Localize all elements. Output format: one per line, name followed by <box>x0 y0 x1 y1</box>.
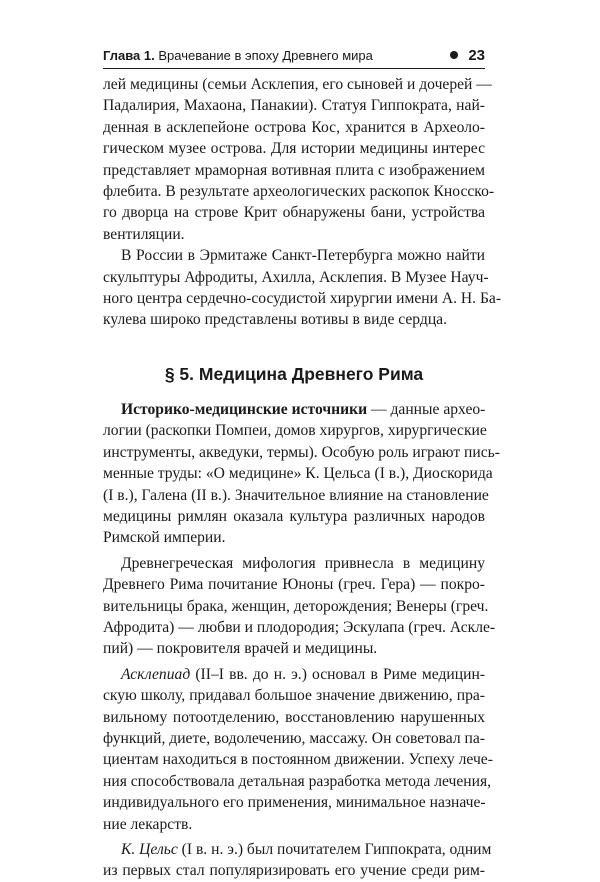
paragraph-line: из первых стал популяризировать его учение среди рим- <box>103 862 485 880</box>
paragraph-2 <box>103 245 502 331</box>
paragraph-line: Римской империи. <box>103 529 226 547</box>
paragraph-line: ния способствовала детальная разработка метода лечения, <box>103 772 492 790</box>
paragraph-line: денная в асклепейоне острова Кос, хранится в Археоло- <box>103 118 485 136</box>
paragraph-line: лей медицины (семьи Асклепия, его сыновей и дочерей — <box>103 76 492 93</box>
paragraph-line: вильному потоотделению, восстановлению нарушенных <box>103 708 485 726</box>
italic-name: Асклепиад <box>121 665 191 683</box>
paragraph-line: го дворца на строве Крит обнаружены бани, устройства <box>103 204 485 222</box>
paragraph-line: Падалирия, Махаона, Панакии). Статуя Гиппократа, най- <box>103 97 485 115</box>
italic-name: К. Цельс <box>121 841 178 858</box>
paragraph-line: Древнего Рима почитание Юноны (греч. Гера) — покро- <box>103 576 485 594</box>
paragraph-line: В России в Эрмитаже Санкт-Петербурга можно найти <box>121 247 485 265</box>
paragraph-line: скульптуры Афродиты, Ахилла, Асклепия. В Музее Науч- <box>103 268 489 286</box>
paragraph-line <box>103 839 492 860</box>
paragraph-1 <box>103 74 495 245</box>
bullet-icon <box>450 51 458 59</box>
bold-term: Историко-медицинские источники <box>121 400 368 418</box>
paragraph-line: Афродита) — любви и плодородия; Эскулапа (греч. Аскле- <box>103 618 496 636</box>
paragraph-line <box>103 399 485 420</box>
paragraph-line: (I в.), Галена (II в.). Значительное влияние на становление <box>103 486 489 504</box>
paragraph-line: логии (раскопки Помпеи, домов хирургов, хирургические <box>103 422 487 440</box>
line-text: (I в. н. э.) был почитателем Гиппократа, одним <box>177 841 492 858</box>
paragraph-line: инструменты, акведуки, термы). Особую роль играют пись- <box>103 443 500 461</box>
paragraph-line: ного центра сердечно-сосудистой хирургии имени А. Н. Ба- <box>103 290 502 308</box>
chapter-label: Глава 1. <box>103 47 155 63</box>
line-text: — данные архео- <box>367 400 486 418</box>
chapter-heading <box>103 48 373 63</box>
line-text: (II–I вв. до н. э.) основал в Риме медицин- <box>190 665 485 683</box>
page-marker <box>450 47 485 64</box>
paragraph-line: вительницы брака, женщин, деторождения; Венеры (греч. <box>103 597 489 615</box>
paragraph-line: флебита. В результате археологических раскопок Кносско- <box>103 183 495 201</box>
paragraph-line: менные труды: «О медицине» К. Цельса (I в.), Диоскорида <box>103 465 493 483</box>
paragraph-line: гическом музее острова. Для истории медицины интерес <box>103 140 485 158</box>
paragraph-line: представляет мраморная вотивная плита с изображением <box>103 161 485 179</box>
header-rule <box>103 68 485 69</box>
paragraph-3 <box>103 399 500 549</box>
paragraph-line: кулева широко представлены вотивы в виде сердца. <box>103 311 447 329</box>
paragraph-line: скую школу, придавал большое значение движению, пра- <box>103 687 485 705</box>
paragraph-line: циентам находиться в постоянном движении. Успеху лече- <box>103 751 493 769</box>
paragraph-line: ние лекарств. <box>103 815 193 833</box>
paragraph-line: вентиляции. <box>103 225 185 243</box>
paragraph-6 <box>103 839 492 882</box>
chapter-title: Врачевание в эпоху Древнего мира <box>158 47 373 63</box>
paragraph-line: медицины римлян оказала культура различных народов <box>103 507 485 525</box>
paragraph-line: пий) — покровителя врачей и медицины. <box>103 640 378 658</box>
page-body <box>103 74 502 882</box>
paragraph-line <box>103 664 485 685</box>
paragraph-4 <box>103 553 496 660</box>
paragraph-5 <box>103 664 493 835</box>
paragraph-line: Древнегреческая мифология привнесла в медицину <box>121 554 485 572</box>
page-number: 23 <box>468 46 485 64</box>
section-title: § 5. Медицина Древнего Рима <box>164 363 424 384</box>
paragraph-line: индивидуального его применения, минимальное назначе- <box>103 794 486 812</box>
paragraph-line: функций, диете, водолечению, массажу. Он советовал па- <box>103 729 485 747</box>
running-header <box>103 44 485 66</box>
